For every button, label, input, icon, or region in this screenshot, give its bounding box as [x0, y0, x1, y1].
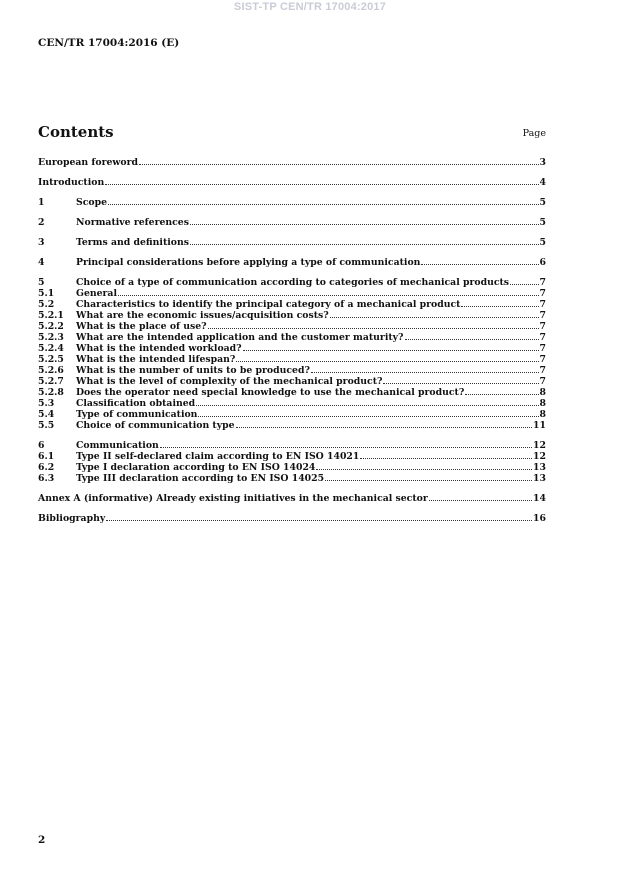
toc-entry-number: 5.2.4 — [38, 343, 64, 354]
toc-entry-number: 5.2.3 — [38, 332, 64, 343]
toc-entry-number: 6.1 — [38, 451, 55, 462]
toc-entry-number: 5.2.1 — [38, 310, 64, 321]
toc-entry-page: 8 — [539, 387, 546, 398]
toc-entry[interactable] — [38, 365, 546, 376]
toc-entry[interactable] — [38, 277, 546, 288]
toc-entry[interactable] — [38, 257, 546, 268]
toc-entry-number: 6.2 — [38, 462, 55, 473]
toc-entry[interactable] — [38, 493, 546, 504]
toc-entry-number: 2 — [38, 217, 45, 228]
toc-dot-leader — [208, 328, 539, 329]
toc-entry[interactable] — [38, 409, 546, 420]
toc-entry-page: 6 — [539, 257, 546, 268]
toc-entry-page: 5 — [539, 237, 546, 248]
toc-entry-page: 7 — [539, 277, 546, 288]
toc-entry[interactable] — [38, 310, 546, 321]
toc-entry-page: 8 — [539, 409, 546, 420]
toc-entry-page: 7 — [539, 299, 546, 310]
toc-entry-page: 7 — [539, 365, 546, 376]
toc-dot-leader — [106, 520, 532, 521]
toc-entry-title: Type II self-declared claim according to EN ISO 14021 — [76, 451, 360, 462]
toc-entry-number: 5.2.5 — [38, 354, 64, 365]
toc-entry-title: Normative references — [76, 217, 189, 228]
toc-dot-leader — [421, 264, 538, 265]
toc-entry[interactable] — [38, 387, 546, 398]
toc-dot-leader — [405, 339, 539, 340]
table-of-contents — [38, 157, 546, 524]
toc-entry-number: 5.2.8 — [38, 387, 64, 398]
toc-dot-leader — [105, 184, 538, 185]
toc-entry-title: Principal considerations before applying a type of communication — [76, 257, 421, 268]
toc-entry[interactable] — [38, 513, 546, 524]
toc-entry-page: 7 — [539, 310, 546, 321]
toc-entry-number: 5.2.7 — [38, 376, 64, 387]
toc-entry-number: 6 — [38, 440, 45, 451]
toc-dot-leader — [461, 306, 538, 307]
toc-entry-title: What is the intended lifespan? — [76, 354, 236, 365]
toc-entry-number: 3 — [38, 237, 45, 248]
toc-entry[interactable] — [38, 398, 546, 409]
toc-entry-number: 5.3 — [38, 398, 55, 409]
toc-entry-title: Characteristics to identify the principal category of a mechanical product — [76, 299, 461, 310]
toc-entry-title: What is the intended workload? — [76, 343, 242, 354]
page-column-label: Page — [522, 128, 546, 139]
toc-entry-title: What is the number of units to be produced? — [76, 365, 310, 376]
toc-entry-number: 4 — [38, 257, 45, 268]
toc-dot-leader — [465, 394, 538, 395]
page-number: 2 — [38, 834, 46, 846]
toc-entry-title: General — [76, 288, 117, 299]
toc-entry-title: European foreword — [38, 157, 138, 168]
toc-entry-title: Terms and definitions — [76, 237, 189, 248]
toc-entry-title: Does the operator need special knowledge to use the mechanical product? — [76, 387, 465, 398]
toc-entry[interactable] — [38, 462, 546, 473]
toc-entry[interactable] — [38, 217, 546, 228]
contents-heading: Contents — [38, 123, 114, 141]
toc-entry-page: 7 — [539, 376, 546, 387]
toc-dot-leader — [316, 469, 532, 470]
watermark: SIST-TP CEN/TR 17004:2017 — [233, 1, 387, 13]
toc-entry-number: 1 — [38, 197, 45, 208]
toc-dot-leader — [510, 284, 538, 285]
toc-dot-leader — [429, 500, 532, 501]
toc-dot-leader — [311, 372, 539, 373]
toc-entry[interactable] — [38, 440, 546, 451]
toc-entry-title: Type III declaration according to EN ISO 14025 — [76, 473, 325, 484]
toc-entry-title: What is the place of use? — [76, 321, 207, 332]
toc-entry-title: Choice of communication type — [76, 420, 235, 431]
toc-entry-title: What is the level of complexity of the mechanical product? — [76, 376, 383, 387]
toc-entry-title: Scope — [76, 197, 107, 208]
toc-dot-leader — [196, 405, 538, 406]
toc-entry-title: Communication — [76, 440, 159, 451]
toc-entry-page: 7 — [539, 332, 546, 343]
toc-dot-leader — [118, 295, 539, 296]
toc-dot-leader — [108, 204, 539, 205]
toc-entry-page: 3 — [539, 157, 546, 168]
toc-entry-title: Bibliography — [38, 513, 106, 524]
toc-entry[interactable] — [38, 420, 546, 431]
toc-entry-title: Introduction — [38, 177, 105, 188]
toc-entry[interactable] — [38, 321, 546, 332]
toc-entry-number: 6.3 — [38, 473, 55, 484]
toc-entry-title: What are the intended application and the customer maturity? — [76, 332, 404, 343]
toc-entry-page: 7 — [539, 343, 546, 354]
toc-entry-number: 5.5 — [38, 420, 55, 431]
toc-entry-title: Type of communication — [76, 409, 198, 420]
toc-entry[interactable] — [38, 376, 546, 387]
toc-entry-page: 12 — [533, 451, 546, 462]
toc-dot-leader — [236, 427, 533, 428]
toc-entry[interactable] — [38, 354, 546, 365]
toc-dot-leader — [190, 224, 539, 225]
toc-entry-page: 5 — [539, 217, 546, 228]
toc-entry-page: 13 — [533, 473, 546, 484]
toc-entry-number: 5.2.2 — [38, 321, 64, 332]
toc-entry-page: 14 — [533, 493, 546, 504]
toc-entry-page: 8 — [539, 398, 546, 409]
toc-entry[interactable] — [38, 332, 546, 343]
toc-entry-title: Classification obtained — [76, 398, 196, 409]
toc-entry[interactable] — [38, 197, 546, 208]
toc-dot-leader — [139, 164, 539, 165]
toc-dot-leader — [190, 244, 539, 245]
toc-entry-page: 5 — [539, 197, 546, 208]
toc-entry-number: 5.2.6 — [38, 365, 64, 376]
toc-entry[interactable] — [38, 237, 546, 248]
toc-entry[interactable] — [38, 451, 546, 462]
toc-dot-leader — [383, 383, 538, 384]
toc-entry-page: 4 — [539, 177, 546, 188]
toc-dot-leader — [198, 416, 538, 417]
toc-dot-leader — [160, 447, 532, 448]
toc-entry-title: Type I declaration according to EN ISO 14024 — [76, 462, 316, 473]
toc-entry-number: 5 — [38, 277, 45, 288]
toc-entry[interactable] — [38, 157, 546, 168]
document-id: CEN/TR 17004:2016 (E) — [38, 37, 180, 49]
toc-entry[interactable] — [38, 288, 546, 299]
toc-entry-page: 13 — [533, 462, 546, 473]
toc-entry-number: 5.1 — [38, 288, 55, 299]
toc-entry-title: What are the economic issues/acquisition costs? — [76, 310, 329, 321]
toc-entry[interactable] — [38, 343, 546, 354]
toc-dot-leader — [330, 317, 539, 318]
toc-dot-leader — [243, 350, 539, 351]
toc-entry[interactable] — [38, 473, 546, 484]
toc-entry-number: 5.4 — [38, 409, 55, 420]
toc-dot-leader — [236, 361, 538, 362]
toc-entry-page: 7 — [539, 354, 546, 365]
toc-entry-page: 11 — [533, 420, 546, 431]
toc-dot-leader — [360, 458, 532, 459]
toc-entry-number: 5.2 — [38, 299, 55, 310]
toc-entry-page: 7 — [539, 288, 546, 299]
toc-entry-page: 7 — [539, 321, 546, 332]
toc-entry-page: 16 — [533, 513, 546, 524]
toc-entry-page: 12 — [533, 440, 546, 451]
toc-entry-title: Choice of a type of communication according to categories of mechanical products — [76, 277, 510, 288]
toc-entry[interactable] — [38, 177, 546, 188]
toc-entry-title: Annex A (informative) Already existing initiatives in the mechanical sector — [38, 493, 428, 504]
toc-entry[interactable] — [38, 299, 546, 310]
toc-dot-leader — [325, 480, 532, 481]
